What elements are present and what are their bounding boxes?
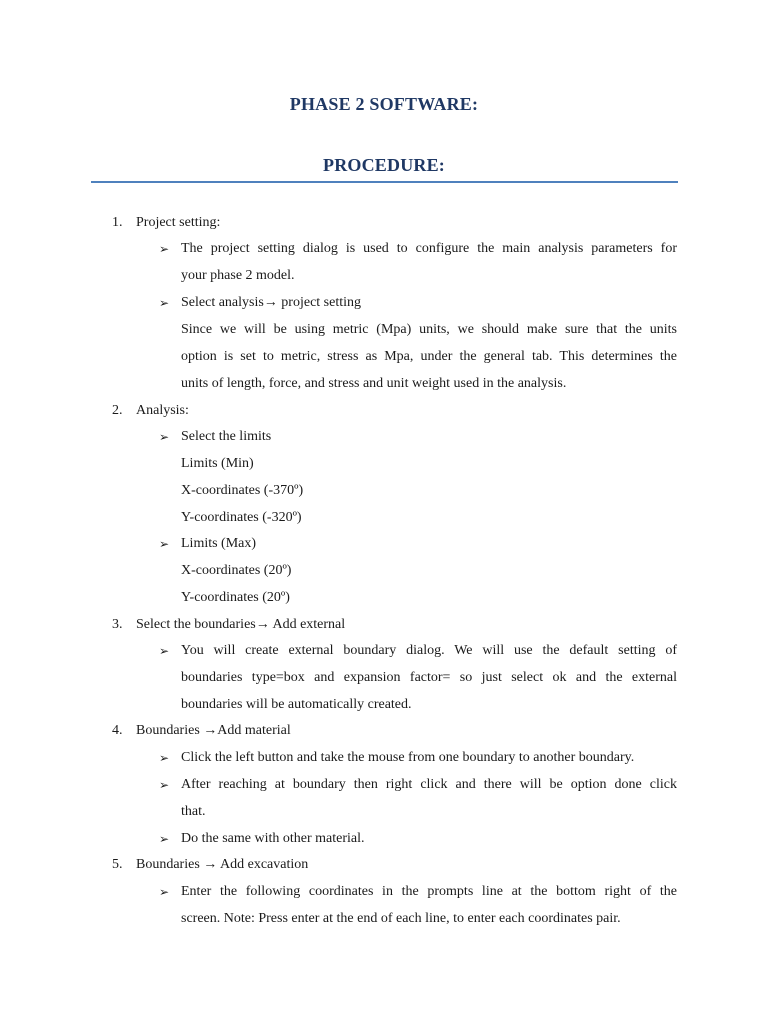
- paragraph-line: that.: [181, 804, 206, 819]
- paragraph-line: Select the limits: [181, 429, 272, 444]
- step-number: 5.: [112, 857, 123, 872]
- paragraph-line: option is set to metric, stress as Mpa, under the general tab. This determines the: [181, 349, 677, 364]
- heading-divider: [91, 181, 678, 183]
- paragraph-line: The project setting dialog is used to configure the main analysis parameters for: [181, 241, 677, 256]
- step-number: 1.: [112, 215, 123, 230]
- paragraph-line: Since we will be using metric (Mpa) units, we should make sure that the units: [181, 322, 677, 337]
- bullet-arrow-icon: ➢: [159, 296, 170, 310]
- paragraph-line: Select analysis→ project setting: [181, 295, 362, 310]
- paragraph-line: You will create external boundary dialog. We will use the default setting of: [181, 643, 677, 658]
- paragraph-line: X-coordinates (-370º): [181, 483, 304, 498]
- bullet-arrow-icon: ➢: [159, 832, 170, 846]
- paragraph-line: After reaching at boundary then right click and there will be option done click: [181, 777, 677, 792]
- paragraph-line: Y-coordinates (-320º): [181, 510, 302, 525]
- paragraph-line: boundaries type=box and expansion factor= so just select ok and the external: [181, 670, 677, 685]
- paragraph-line: X-coordinates (20º): [181, 563, 292, 578]
- bullet-arrow-icon: ➢: [159, 751, 170, 765]
- paragraph-line: boundaries will be automatically created.: [181, 697, 412, 712]
- paragraph-line: units of length, force, and stress and unit weight used in the analysis.: [181, 376, 567, 391]
- step-label: Project setting:: [136, 215, 221, 230]
- step-label: Boundaries → Add excavation: [136, 857, 309, 872]
- paragraph-line: screen. Note: Press enter at the end of each line, to enter each coordinates pair.: [181, 911, 621, 926]
- step-label: Boundaries →Add material: [136, 723, 291, 738]
- step-number: 3.: [112, 617, 123, 632]
- step-number: 4.: [112, 723, 123, 738]
- bullet-arrow-icon: ➢: [159, 885, 170, 899]
- paragraph-line: Limits (Max): [181, 536, 257, 551]
- step-number: 2.: [112, 403, 123, 418]
- bullet-arrow-icon: ➢: [159, 242, 170, 256]
- paragraph-line: Do the same with other material.: [181, 831, 365, 846]
- step-label: Analysis:: [136, 403, 189, 418]
- bullet-arrow-icon: ➢: [159, 537, 170, 551]
- page-title: PHASE 2 SOFTWARE:: [289, 94, 479, 114]
- bullet-arrow-icon: ➢: [159, 644, 170, 658]
- paragraph-line: your phase 2 model.: [181, 268, 295, 283]
- paragraph-line: Click the left button and take the mouse from one boundary to another boundary.: [181, 750, 635, 765]
- bullet-arrow-icon: ➢: [159, 430, 170, 444]
- paragraph-line: Enter the following coordinates in the prompts line at the bottom right of the: [181, 884, 677, 899]
- step-label: Select the boundaries→ Add external: [136, 617, 346, 632]
- section-heading: PROCEDURE:: [323, 155, 445, 175]
- paragraph-line: Y-coordinates (20º): [181, 590, 290, 605]
- bullet-arrow-icon: ➢: [159, 778, 170, 792]
- paragraph-line: Limits (Min): [181, 456, 254, 471]
